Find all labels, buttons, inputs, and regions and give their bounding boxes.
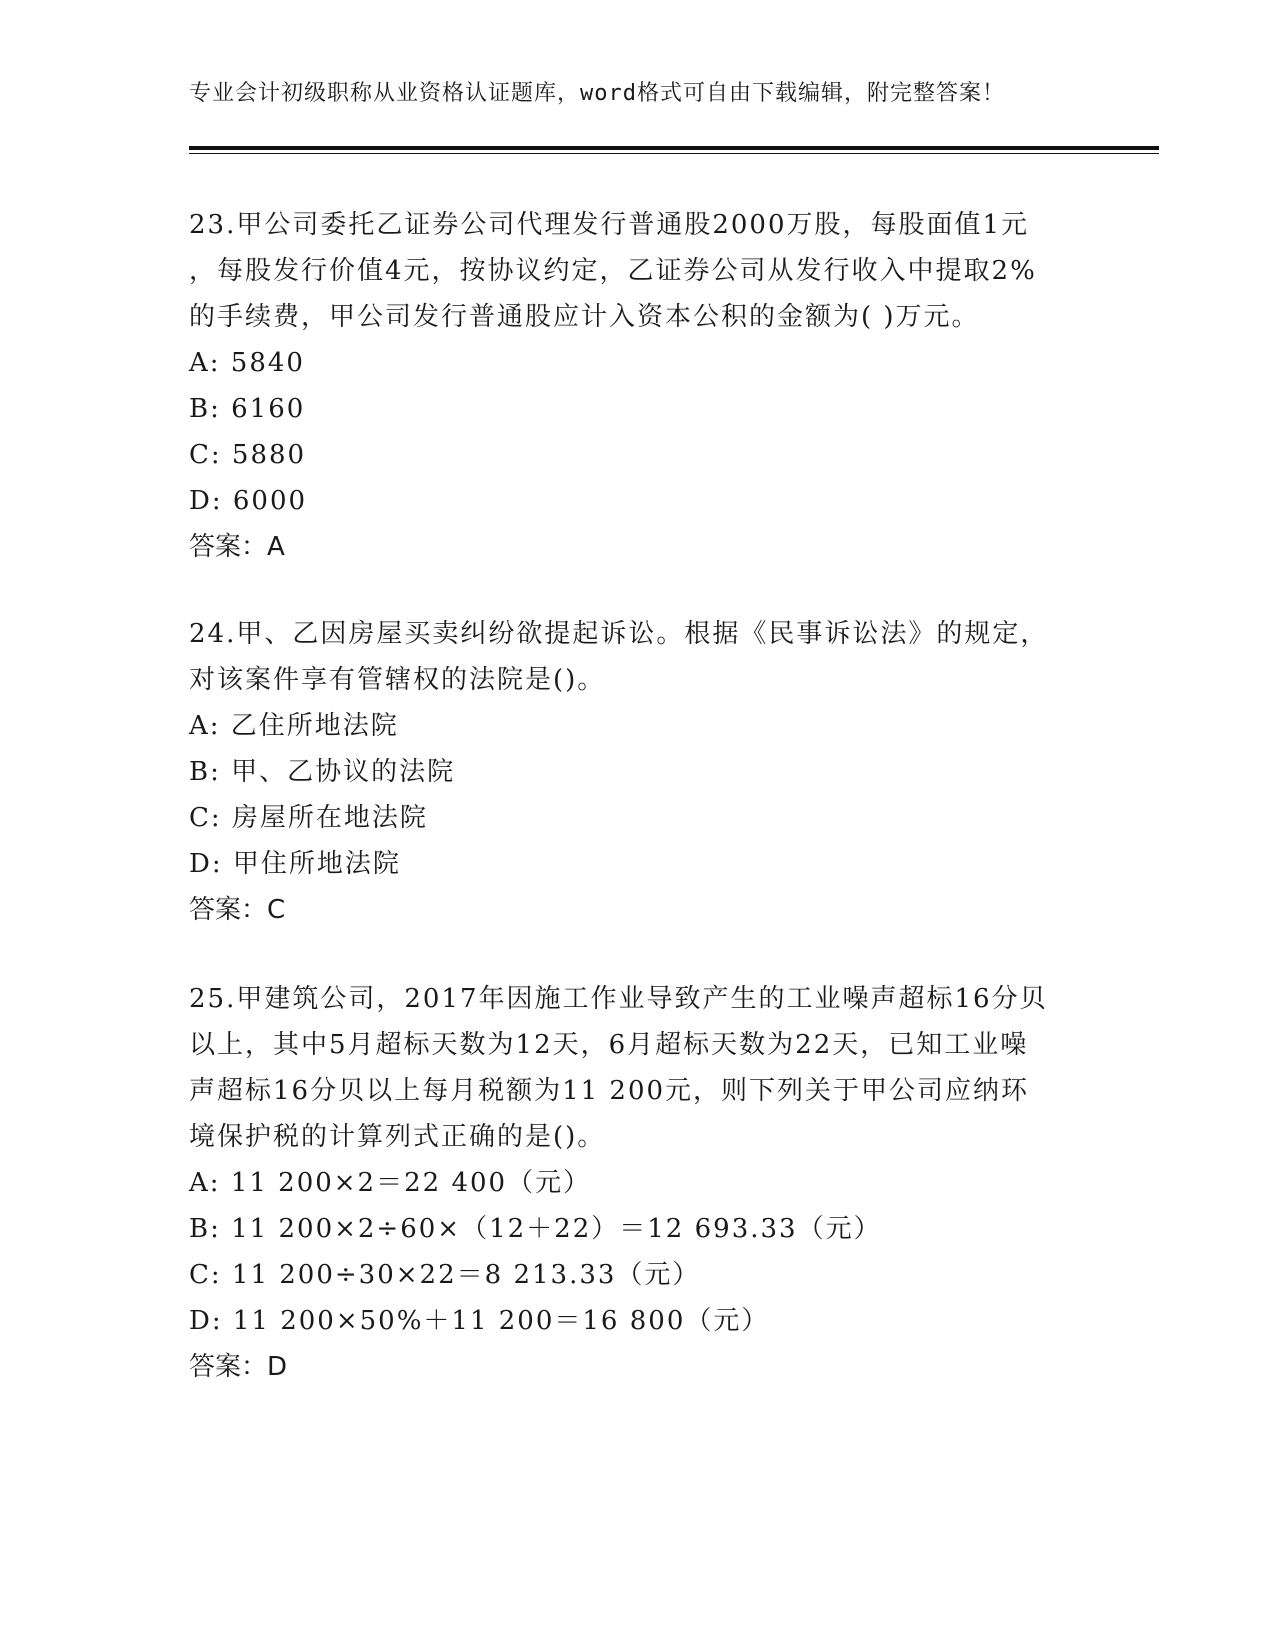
option-c: C: 11 200÷30×22＝8 213.33（元） xyxy=(189,1260,701,1290)
option-c: C: 5880 xyxy=(189,440,307,470)
option-b: B: 甲、乙协议的法院 xyxy=(189,757,456,787)
question-stem-line: 25.甲建筑公司，2017年因施工作业导致产生的工业噪声超标16分贝 xyxy=(189,984,1048,1014)
option-a: A: 乙住所地法院 xyxy=(189,711,399,741)
page-header: 专业会计初级职称从业资格认证题库，word格式可自由下载编辑，附完整答案！ xyxy=(189,81,1005,106)
question-stem-line: 境保护税的计算列式正确的是()。 xyxy=(189,1122,606,1152)
question-24 xyxy=(189,611,1089,933)
option-d: D: 11 200×50%＋11 200＝16 800（元） xyxy=(189,1306,770,1336)
question-stem-line: 23.甲公司委托乙证券公司代理发行普通股2000万股，每股面值1元 xyxy=(189,210,1030,240)
header-divider-thick xyxy=(189,146,1159,150)
question-stem-line: 以上，其中5月超标天数为12天，6月超标天数为22天，已知工业噪 xyxy=(189,1030,1029,1060)
question-stem-line: 对该案件享有管辖权的法院是()。 xyxy=(189,665,606,695)
option-b: B: 6160 xyxy=(189,394,306,424)
question-23 xyxy=(189,202,1089,570)
option-c: C: 房屋所在地法院 xyxy=(189,803,428,833)
question-25 xyxy=(189,976,1089,1390)
answer-label: 答案：A xyxy=(189,532,285,562)
option-a: A: 5840 xyxy=(189,348,305,378)
option-b: B: 11 200×2÷60×（12＋22）＝12 693.33（元） xyxy=(189,1214,882,1244)
question-stem-line: 声超标16分贝以上每月税额为11 200元，则下列关于甲公司应纳环 xyxy=(189,1076,1030,1106)
question-stem-line: 24.甲、乙因房屋买卖纠纷欲提起诉讼。根据《民事诉讼法》的规定， xyxy=(189,619,1049,649)
option-a: A: 11 200×2＝22 400（元） xyxy=(189,1168,592,1198)
option-d: D: 甲住所地法院 xyxy=(189,849,401,879)
answer-label: 答案：D xyxy=(189,1352,288,1382)
header-divider-thin xyxy=(189,153,1159,154)
answer-label: 答案：C xyxy=(189,895,286,925)
question-stem-line: ，每股发行价值4元，按协议约定，乙证券公司从发行收入中提取2% xyxy=(189,256,1037,286)
question-stem-line: 的手续费，甲公司发行普通股应计入资本公积的金额为( )万元。 xyxy=(189,302,980,332)
option-d: D: 6000 xyxy=(189,486,308,516)
